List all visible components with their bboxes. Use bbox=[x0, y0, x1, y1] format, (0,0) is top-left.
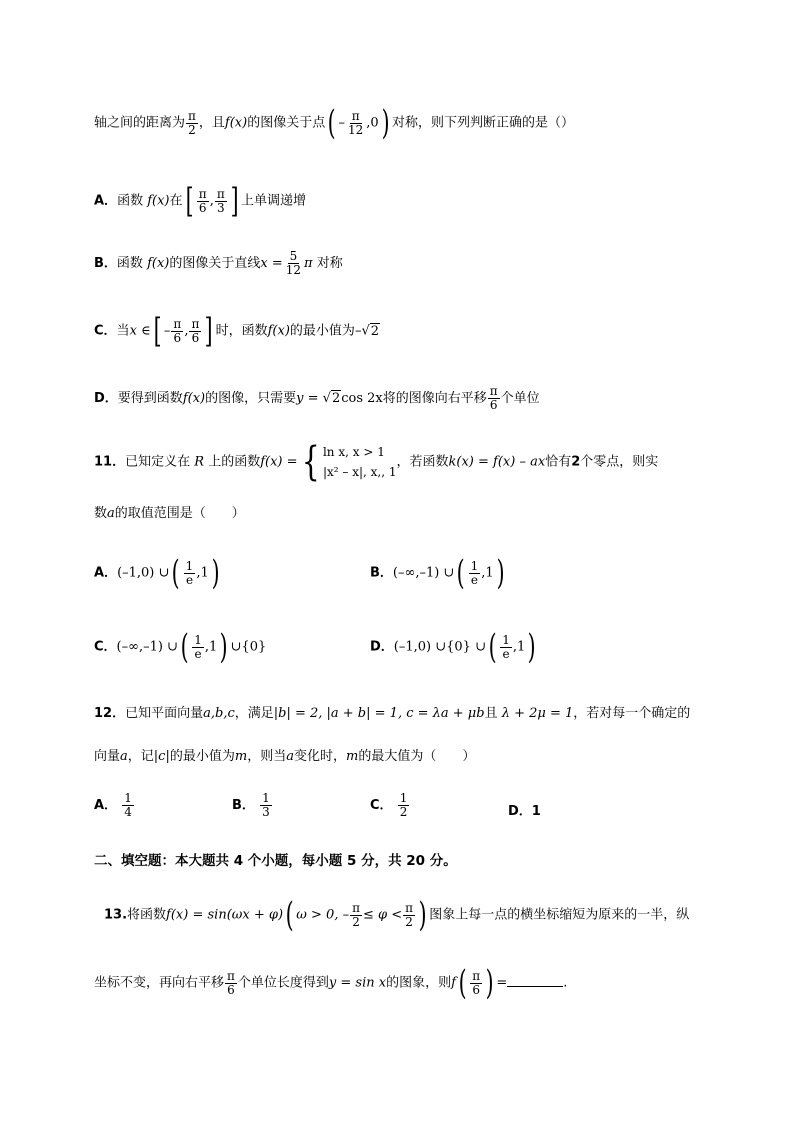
q10-option-a: A．函数 f(x)在[ $\frac{\pi}{6}$ , $\frac{\pi}{3}$ ] 上单调递增 bbox=[94, 181, 306, 221]
q10-option-c: C．当x ∈[ – $\frac{\pi}{6}$ , $\frac{\pi}{6}$ ] 时，函数f(x)的最小值为–√2 bbox=[94, 311, 380, 351]
q13-stem: 13.将函数f(x) = sin(ωx + φ)( ω > 0, – $\frac{\pi}{2}$ ≤ φ < $\frac{\pi}{2}$ ) 图象上每一点的横坐标缩短为原来的一半，纵 bbox=[104, 895, 690, 935]
q10-option-b: B．函数 f(x)的图像关于直线x = $\frac{5}{12}$ π 对称 bbox=[94, 249, 343, 277]
q12-option-c: C． $\frac{1}{2}$ bbox=[370, 791, 408, 819]
q11-stem: 11．已知定义在 R 上的函数f(x) ={ ln x, x > 1 |x² – x|, x,, 1 ，若函数k(x) = f(x) – ax恰有2个零点，则实 bbox=[94, 439, 659, 485]
answer-blank[interactable] bbox=[507, 986, 563, 987]
q12-stem: 12．已知平面向量a,b,c，满足|b| = 2, |a + b| = 1, c = λa + μb且 λ + 2μ = 1，若对每一个确定的 bbox=[94, 706, 691, 721]
q10-text: 轴之间的距离为 bbox=[94, 115, 186, 131]
q11-option-a: A．(–1,0) ∪( $\frac{1}{e}$ ,1) bbox=[94, 553, 220, 593]
q12-option-a: A． $\frac{1}{4}$ bbox=[94, 791, 132, 819]
q12-option-b: B． $\frac{1}{3}$ bbox=[232, 791, 270, 819]
q10-stem-tail: 轴之间的距离为 $\frac{\pi}{2}$ ，且f(x)的图像关于点( – $\frac{\pi}{12}$ ,0) 对称，则下列判断正确的是（） bbox=[94, 103, 574, 143]
function-f: f(x) bbox=[224, 115, 248, 131]
q11-option-d: D．(–1,0) ∪{0} ∪( $\frac{1}{e}$ ,1) bbox=[370, 627, 536, 667]
piecewise-cases: ln x, x > 1 |x² – x|, x,, 1 bbox=[322, 445, 397, 479]
q11-option-c: C．(–∞,–1) ∪( $\frac{1}{e}$ ,1) ∪{0} bbox=[94, 627, 267, 667]
fraction: $\frac{\pi}{2}$ bbox=[188, 108, 196, 137]
q12-option-d: D．1 bbox=[508, 804, 541, 819]
section-heading: 二、填空题：本大题共 4 个小题，每小题 5 分，共 20 分。 bbox=[94, 853, 457, 869]
fraction: $\frac{\pi}{12}$ bbox=[348, 108, 364, 137]
q11-option-b: B．(–∞,–1) ∪( $\frac{1}{e}$ ,1) bbox=[370, 553, 505, 593]
q10-option-d: D．要得到函数f(x)的图像，只需要y = √2cos 2x将的图像向右平移 $\frac{\pi}{6}$ 个单位 bbox=[94, 384, 540, 412]
q13-stem-line2: 坐标不变，再向右平移 $\frac{\pi}{6}$ 个单位长度得到y = sin x的图象，则f( $\frac{\pi}{6}$ ) = . bbox=[94, 963, 568, 1003]
q12-stem-line2: 向量a，记|c|的最小值为m，则当a变化时，m的最大值为（ ） bbox=[94, 749, 476, 764]
q11-stem-line2: 数a的取值范围是（ ） bbox=[94, 506, 245, 521]
